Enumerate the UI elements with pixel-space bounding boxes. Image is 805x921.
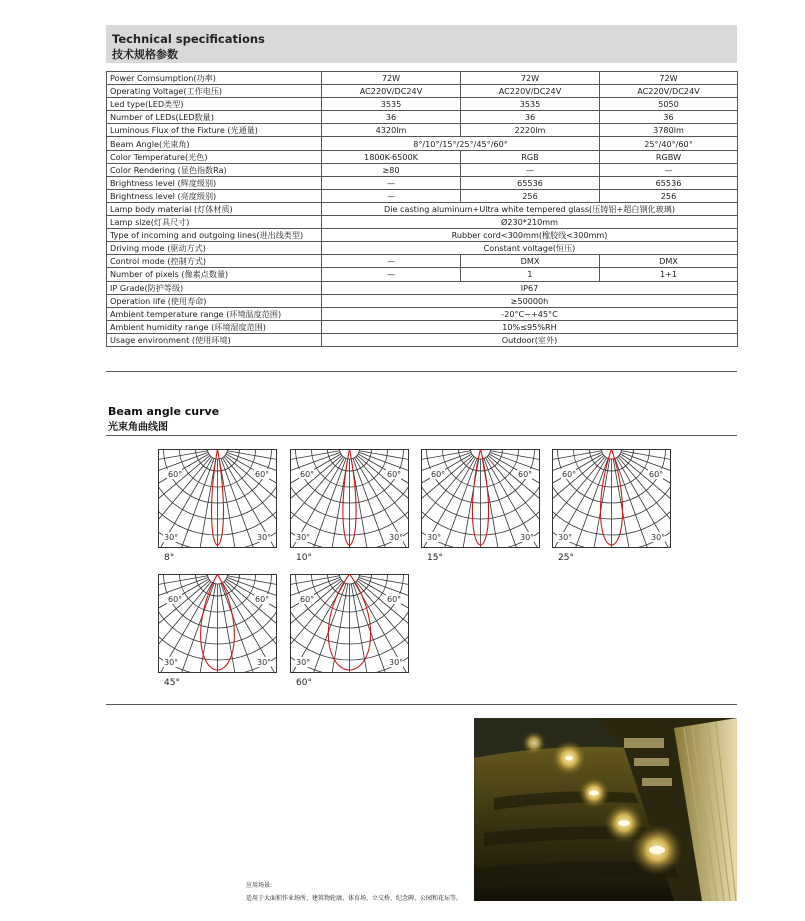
spec-value: —	[322, 255, 461, 268]
spec-value: Constant voltage(恒压)	[322, 242, 738, 255]
spec-value: 5050	[600, 98, 738, 111]
spec-value: —	[461, 163, 600, 176]
spec-value: 4320lm	[322, 124, 461, 137]
divider	[106, 704, 737, 705]
beam-curve-diagram	[290, 449, 409, 548]
spec-value: —	[322, 189, 461, 202]
beam-angle-mark-upper-left: 60°	[168, 470, 183, 479]
table-row	[107, 150, 738, 163]
spec-label: Ambient humidity range (环境湿度范围)	[107, 320, 322, 333]
spec-value: 72W	[461, 72, 600, 85]
spec-label: Color Rendering (显色指数Ra)	[107, 163, 322, 176]
table-row	[107, 111, 738, 124]
beam-curve-diagram	[158, 574, 277, 673]
spec-value: RGB	[461, 150, 600, 163]
table-row	[107, 229, 738, 242]
beam-curve-label: 8°	[164, 553, 175, 563]
beam-angle-mark-lower-right: 30°	[651, 533, 666, 542]
beam-angle-mark-lower-left: 30°	[427, 533, 442, 542]
table-row	[107, 333, 738, 346]
spec-value: 36	[600, 111, 738, 124]
table-row	[107, 176, 738, 189]
spec-value: 256	[600, 189, 738, 202]
beam-angle-mark-lower-left: 30°	[164, 658, 179, 667]
beam-curve-label: 60°	[296, 678, 312, 688]
spec-label: Driving mode (驱动方式)	[107, 242, 322, 255]
spec-value: 8°/10°/15°/25°/45°/60°	[322, 137, 600, 150]
spec-label: Brightness level (亮度级别)	[107, 189, 322, 202]
spec-label: Brightness level (辉度级别)	[107, 176, 322, 189]
spec-value: 1+1	[600, 268, 738, 281]
specs-title-cn: 技术规格参数	[112, 48, 178, 61]
spec-value: DMX	[600, 255, 738, 268]
beam-angle-mark-lower-right: 30°	[389, 658, 404, 667]
spec-value: 3780lm	[600, 124, 738, 137]
spec-value: 36	[322, 111, 461, 124]
table-row	[107, 124, 738, 137]
spec-label: Operation life (使用寿命)	[107, 294, 322, 307]
divider	[106, 371, 737, 372]
spec-label: Usage environment (使用环境)	[107, 333, 322, 346]
beam-angle-mark-upper-right: 60°	[387, 470, 402, 479]
beam-angle-mark-upper-left: 60°	[300, 595, 315, 604]
spec-value: 1800K-6500K	[322, 150, 461, 163]
table-row	[107, 202, 738, 215]
beam-curve-diagram	[290, 574, 409, 673]
spec-value: -20°C~+45°C	[322, 307, 738, 320]
beam-angle-mark-upper-right: 60°	[255, 470, 270, 479]
specs-table	[106, 71, 738, 347]
spec-label: Number of LEDs(LED数量)	[107, 111, 322, 124]
beam-angle-mark-upper-left: 60°	[168, 595, 183, 604]
spec-value: 2220lm	[461, 124, 600, 137]
spec-value: 3535	[322, 98, 461, 111]
beam-title-en: Beam angle curve	[108, 405, 220, 418]
beam-curve-label: 25°	[558, 553, 574, 563]
spec-value: AC220V/DC24V	[461, 85, 600, 98]
table-row	[107, 137, 738, 150]
beam-angle-mark-lower-right: 30°	[257, 658, 272, 667]
beam-angle-mark-lower-left: 30°	[558, 533, 573, 542]
table-row	[107, 98, 738, 111]
table-row	[107, 242, 738, 255]
section-header	[106, 25, 737, 63]
application-caption-text: 适用于大面积作业场所、建筑物轮廓、体育场、立交桥、纪念碑、公园和花坛等。	[246, 895, 463, 902]
beam-angle-mark-lower-right: 30°	[389, 533, 404, 542]
beam-angle-mark-lower-right: 30°	[257, 533, 272, 542]
spec-label: IP Grade(防护等级)	[107, 281, 322, 294]
table-row	[107, 189, 738, 202]
spec-value: RGBW	[600, 150, 738, 163]
beam-curve-label: 45°	[164, 678, 180, 688]
beam-curve-diagram	[552, 449, 671, 548]
spec-value: ≥80	[322, 163, 461, 176]
table-row	[107, 72, 738, 85]
spec-value: Outdoor(室外)	[322, 333, 738, 346]
beam-curve-label: 10°	[296, 553, 312, 563]
beam-angle-mark-lower-left: 30°	[164, 533, 179, 542]
spec-label: Lamp size(灯具尺寸)	[107, 216, 322, 229]
spec-value: Rubber cord<300mm(橡胶线<300mm)	[322, 229, 738, 242]
spec-label: Power Comsumption(功率)	[107, 72, 322, 85]
spec-label: Operating Voltage(工作电压)	[107, 85, 322, 98]
spec-label: Luminous Flux of the Fixture (光通量)	[107, 124, 322, 137]
divider	[106, 435, 737, 436]
beam-angle-mark-upper-left: 60°	[300, 470, 315, 479]
spec-value: 36	[461, 111, 600, 124]
table-row	[107, 320, 738, 333]
beam-angle-mark-lower-left: 30°	[296, 658, 311, 667]
spec-label: Control mode (控制方式)	[107, 255, 322, 268]
beam-angle-mark-upper-right: 60°	[255, 595, 270, 604]
beam-curve-diagram	[421, 449, 540, 548]
spec-label: Led type(LED类型)	[107, 98, 322, 111]
spec-value: 1	[461, 268, 600, 281]
spec-value: 65536	[461, 176, 600, 189]
spec-value: —	[322, 176, 461, 189]
beam-angle-mark-lower-left: 30°	[296, 533, 311, 542]
spec-value: 65536	[600, 176, 738, 189]
beam-angle-mark-upper-left: 60°	[431, 470, 446, 479]
table-row	[107, 163, 738, 176]
spec-label: Type of incoming and outgoing lines(进出线类型)	[107, 229, 322, 242]
spec-value: 256	[461, 189, 600, 202]
table-row	[107, 294, 738, 307]
spec-value: AC220V/DC24V	[600, 85, 738, 98]
spec-label: Number of pixels (像素点数量)	[107, 268, 322, 281]
beam-title-cn: 光束角曲线图	[108, 422, 168, 433]
spec-label: Color Temperature(光色)	[107, 150, 322, 163]
spec-label: Lamp body material (灯体材质)	[107, 202, 322, 215]
spec-value: DMX	[461, 255, 600, 268]
spec-value: —	[322, 268, 461, 281]
table-row	[107, 307, 738, 320]
spec-value: 3535	[461, 98, 600, 111]
spec-label: Ambient temperature range (环境温度范围)	[107, 307, 322, 320]
spec-value: AC220V/DC24V	[322, 85, 461, 98]
spec-value: 25°/40°/60°	[600, 137, 738, 150]
beam-curve-diagram	[158, 449, 277, 548]
spec-value: IP67	[322, 281, 738, 294]
table-row	[107, 85, 738, 98]
beam-angle-mark-upper-right: 60°	[518, 470, 533, 479]
beam-angle-mark-upper-right: 60°	[649, 470, 664, 479]
spec-value: 72W	[600, 72, 738, 85]
spec-value: Ø230*210mm	[322, 216, 738, 229]
table-row	[107, 216, 738, 229]
spec-value: ≥50000h	[322, 294, 738, 307]
application-photo	[474, 718, 737, 901]
spec-value: 10%≤95%RH	[322, 320, 738, 333]
beam-angle-mark-upper-right: 60°	[387, 595, 402, 604]
beam-angle-mark-upper-left: 60°	[562, 470, 577, 479]
spec-value: Die casting aluminum+Ultra white tempered glass(压铸铝+超白钢化玻璃)	[322, 202, 738, 215]
beam-curve-label: 15°	[427, 553, 443, 563]
spec-value: 72W	[322, 72, 461, 85]
application-caption-title: 应用场景:	[246, 882, 273, 889]
table-row	[107, 268, 738, 281]
specs-title-en: Technical specifications	[112, 32, 265, 46]
beam-angle-mark-lower-right: 30°	[520, 533, 535, 542]
spec-label: Beam Angle(光束角)	[107, 137, 322, 150]
table-row	[107, 255, 738, 268]
table-row	[107, 281, 738, 294]
spec-value: —	[600, 163, 738, 176]
